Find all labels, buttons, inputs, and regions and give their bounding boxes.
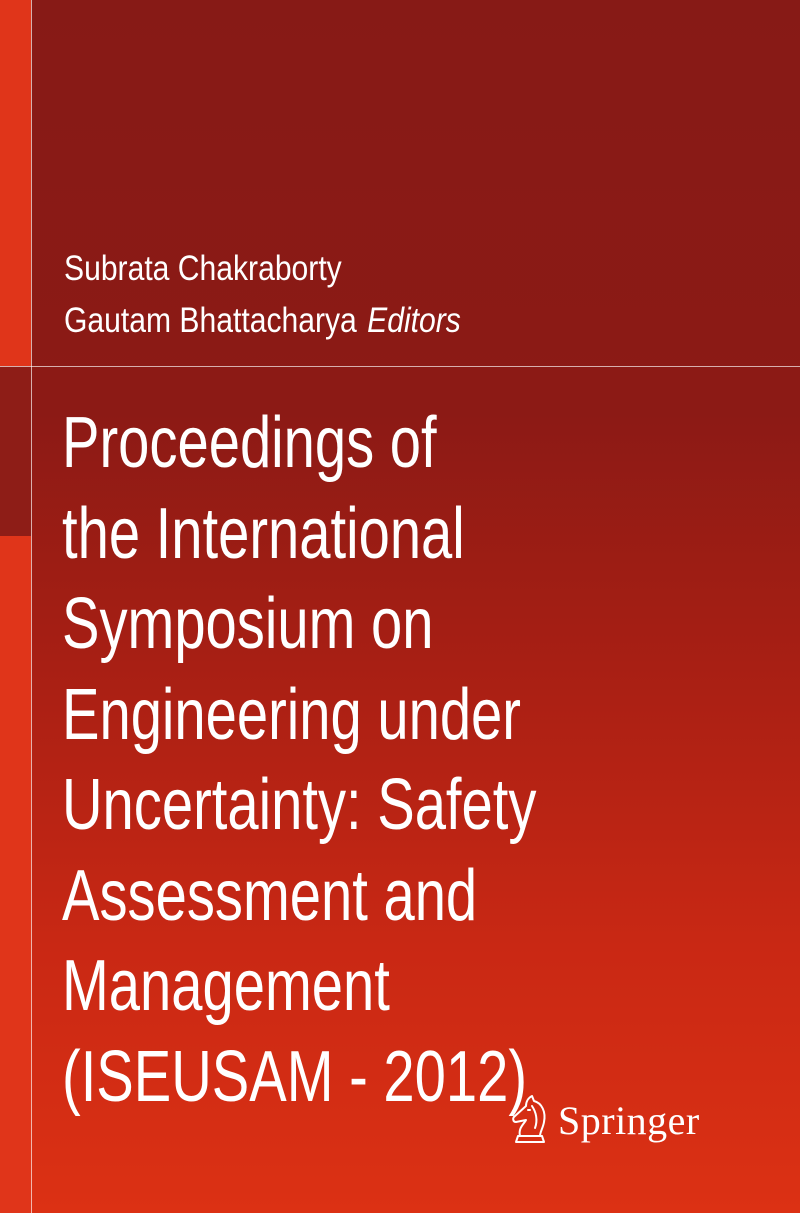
editors-block	[64, 243, 461, 347]
title-line: Proceedings of	[62, 403, 437, 483]
publisher-name: Springer	[558, 1097, 700, 1143]
title-line: Symposium on	[62, 584, 434, 664]
editor-name: Subrata Chakraborty	[64, 249, 342, 288]
title-line: Uncertainty: Safety	[62, 765, 537, 845]
horizontal-divider	[0, 366, 800, 367]
accent-strip	[0, 0, 31, 1213]
title-line: Assessment and	[62, 855, 478, 936]
title-line: the International	[62, 493, 465, 574]
title-line: Management	[62, 946, 390, 1026]
title-line: (ISEUSAM - 2012)	[62, 1036, 528, 1117]
vertical-divider	[31, 0, 32, 1213]
accent-strip-band	[0, 366, 31, 536]
title-line: Engineering under	[62, 674, 521, 755]
editors-role-label: Editors	[367, 301, 461, 340]
chess-knight-icon	[508, 1092, 552, 1148]
book-title	[62, 398, 536, 1122]
editor-name: Gautam Bhattacharya	[64, 301, 357, 340]
publisher-logo	[508, 1092, 700, 1148]
